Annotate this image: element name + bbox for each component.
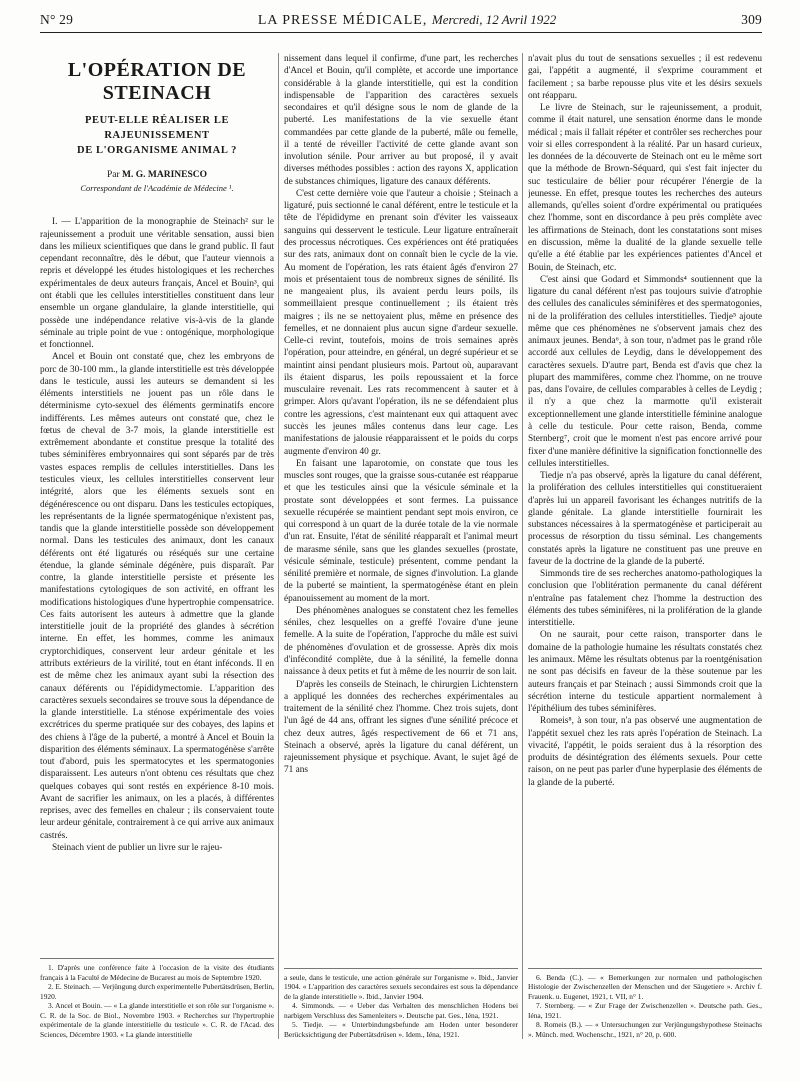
footnote: 5. Tiedje. — « Unterbindungsbefunde am Hoden unter besonderer Berücksichtigung der Pubertätsdrüsen ». Idem., Iéna, 1921. [284,1020,518,1039]
paragraph: Simmonds tire de ses recherches anatomo-pathologiques la conclusion que l'oblitération permanente du canal déférent n'entraîne pas fatalement chez l'homme la destruction des éléments des tubes séminifères, ni la prolifération de la glande interstitielle. [528,569,762,629]
author-line [40,169,274,182]
issue-date: Mercredi, 12 Avril 1922 [431,12,557,27]
column-2 [284,53,518,1039]
article-subtitle-line-2: DE L'ORGANISME ANIMAL ? [77,145,237,157]
footnotes [284,968,518,1039]
paragraph: On ne saurait, pour cette raison, transporter dans le domaine de la pathologie humaine les résultats constatés chez les animaux. Même les résultats obtenus par la roentgénisation ne sont pas décisifs en faveur de la thèse soutenue par les auteurs français et par Steinach ; aussi Simmonds croit que la sécrétion interne du testicule appartient normalement à l'épithélium des tubes séminifères. [528,630,762,715]
journal-name: LA PRESSE MÉDICALE, [257,13,428,28]
footnote: 1. D'après une conférence faite à l'occasion de la visite des étudiants français à la Faculté de Médecine de Bucarest au mois de Septembre 1920. [40,963,274,982]
paragraph: Steinach vient de publier un livre sur le rajeu- [52,842,223,853]
paragraph: Le livre de Steinach, sur le rajeunissement, a produit, comme il était naturel, une sensation énorme dans le monde médical ; mais il fallait répéter et contrôler ses recherches pour voir si elles correspondent à la réalité. Par un hasard curieux, les données de la découverte de Steinach ont eu le même sort que la méthode de Brown-Séquard, qui s'est fait injecter du suc testiculaire de bélier pour récupérer l'énergie de la jeunesse. En effet, presque toutes les recherches des auteurs allemands, qu'elles soient d'ordre expérimental ou pratiquées chez l'homme, sont en discordance à peu près complète avec les affirmations de Steinach, dont les constatations sont mises en discussion, même la dualité de la glande sexuelle telle qu'elle a été établie par les expériences patientes d'Ancel et Bouin, de Steinach, etc. [528,103,762,273]
journal-masthead [258,12,556,29]
page-number: 309 [741,12,762,27]
paragraph: Ancel et Bouin ont constaté que, chez les embryons de porc de 30-100 mm., la glande interstitielle est très développée dans le testicule, aussi les auteurs se demandent si les éléments interstitiels ne jouent pas un rôle dans le déterminisme cyto-sexuel des éléments germinatifs encore indifférents. Les mêmes auteurs ont constaté que, chez le fœtus de cheval de 3-7 mois, la glande interstitielle est extrêmement abondante et constitue presque la totalité des tubes séminifères embryonnaires qui sont séparés par de très vastes espaces remplis de cellules interstitielles. Dans les testicules vieux, les cellules interstitielles conservent leur intégrité, alors que les éléments sexuels sont en dégénérescence ou ont disparu. Dans les testicules ectopiques, les représentants de la lignée spermatogénique n'existent pas, tandis que la glande interstitielle possède son développement normal. Dans les testicules des animaux, dont les canaux déférents ont été ligaturés ou réséqués sur une certaine étendue, la glande séminale dégénère, puis disparaît. Par contre, la glande interstitielle persiste et présente les manifestations cytologiques de son activité, en offrant les modifications histologiques d'une hypertrophie compensatrice. Ces faits autorisent les auteurs à admettre que la glande interstitielle jouit de la propriété des glandes à sécrétion interne. En effet, les hommes, comme les animaux cryptorchidiques, conservent leur ardeur génitale et les attributs extérieurs de la virilité, tout en étant inféconds. Il en est de même chez les animaux ayant subi la résection des canaux déférents ou l'épididymectomie. L'apparition des caractères sexuels secondaires se trouve sous la dépendance de la glande interstitielle. La sténose expérimentale des voies excrétrices du sperme pratiquée sur des cobayes, des lapins et des chiens à l'âge de la puberté, a montré à Ancel et Bouin la disparition des éléments séminaux. La spermatogénèse s'arrête tout d'abord, puis les spermatocytes et les spermatogonies disparaissent. Les auteurs n'ont obtenu ces résultats que chez quelques cobayes qui sont restés en expérience 8-10 mois. Avant de sacrifier les animaux, on les a placés, à différentes reprises, avec des femelles en chaleur ; ils conservaient toute leur ardeur génitale, contrairement à ce qui arrive aux animaux castrés. [40,352,274,841]
article-title: L'OPÉRATION DE STEINACH [67,59,247,104]
author-prefix: Par [106,169,120,180]
footnote: 7. Sternberg. — « Zur Frage der Zwischenzellen ». Deutsche path. Ges., Iéna, 1921. [528,1001,762,1020]
footnotes [40,958,274,1039]
footnotes [528,968,762,1039]
paragraph: Romeis⁸, à son tour, n'a pas observé une augmentation de l'appétit sexuel chez les rats après l'opération de Steinach. La vivacité, l'appétit, le poids seraient dus à la résorption des produits de désintégration des éléments sexuels. Pour cette raison, on ne peut pas parler d'une hyperplasie des éléments de la glande de la puberté. [528,716,762,788]
footnote: 3. Ancel et Bouin. — « La glande interstitielle et son rôle sur l'organisme ». C. R. de la Soc. de Biol., Novembre 1903. « Recherches sur l'hypertrophie expérimentale de la glande interstitielle du testicule ». C. R. de l'Acad. des Sciences, Décembre 1903. « La glande interstitielle [40,1001,274,1039]
paragraph: C'est cette dernière voie que l'auteur a choisie ; Steinach a ligaturé, puis sectionné le canal déférent, entre le testicule et la tête de l'épididyme en prenant soin d'éviter les vaisseaux sanguins qui desservent le testicule. Leur ligature entraînerait des processus nécrotiques. Ces expériences ont été pratiquées sur des rats, animaux dont on connaît bien le cycle de la vie. Au moment de l'opération, les rats étaient âgés d'environ 27 mois et présentaient tous de nombreux signes de sénilité. Ils ne mangeaient plus, ils avaient perdu leurs poils, ils sommeillaient presque continuellement ; ils étaient très maigres ; ils ne se nettoyaient plus, même en présence des femelles, et ne donnaient plus aucun signe d'ardeur sexuelle. Celle-ci revint, toutefois, moins de trois semaines après l'opération, pour atteindre, en général, un degré supérieur et se maintint ainsi pendant plusieurs mois. Partout où, auparavant ils étaient disparus, les poils repoussaient et la force musculaire revenait. Les rats recommencent à sauter et à grimper. Alors qu'avant l'opération, ils ne se défendaient plus contre les agressions, c'est maintenant eux qui attaquent avec succès les jeunes mâles contenus dans leur cage. Les manifestations de jalousie réapparaissent et le poids du corps augmente d'environ 40 gr. [284,188,518,457]
running-header [40,12,762,33]
footnote: 8. Romeis (B.). — « Untersuchungen zur Verjüngungshypothese Steinachs ». Münch. med. Wochenschr., 1921, n° 20, p. 600. [528,1020,762,1039]
author-affiliation: Correspondant de l'Académie de Médecine ¹. [80,183,234,194]
paragraph: Des phénomènes analogues se constatent chez les femelles séniles, chez lesquelles on a greffé l'ovaire d'une jeune femelle. A la suite de l'opération, l'approche du mâle est suivi de phénomènes d'ovulation et de grossesse. Après dix mois d'infécondité complète, due à la sénilité, la femelle donna naissance à deux petits et fut à même de les nourrir de son lait. [284,605,518,678]
footnote: 4. Simmonds. — « Ueber das Verhalten des menschlichen Hodens bei narbigem Verschluss des Samenleiters ». Deutsche pat. Ges., Iéna, 1921. [284,1001,518,1020]
issue-number: N° 29 [40,12,74,27]
paragraph: n'avait plus du tout de sensations sexuelles ; il est redevenu gai, l'appétit a augmenté, il s'exprime couramment et facilement ; sa barbe repousse plus vite et les désirs sexuels ont réapparu. [528,54,762,101]
author-name: M. G. MARINESCO [122,169,208,180]
article-columns [40,53,762,1039]
paragraph: Tiedje n'a pas observé, après la ligature du canal déférent, la prolifération des cellules interstitielles qui constitueraient d'après lui un appareil favorisant les échanges nutritifs de la glande génitale. La glande interstitielle fournirait les substances nécessaires à la spermatogénèse et participerait au processus de résorption du tissu séminal. Les changements constatés après la ligature ne constituent pas une preuve en faveur de la doctrine de la glande de la puberté. [528,471,762,567]
article-subtitle-line-1: PEUT-ELLE RÉALISER LE RAJEUNISSEMENT [84,115,230,142]
paragraph: I. — L'apparition de la monographie de Steinach² sur le rajeunissement a produit une véritable sensation, aussi bien dans les milieux scientifiques que dans le grand public. Il faut cependant reconnaître, dès le début, que l'auteur viennois a repris et développé les études histologiques et les recherches expérimentales de deux auteurs français, Ancel et Bouin³, qui ont établi que les cellules interstitielles constituent dans leur ensemble un organe glandulaire, la glande interstitielle, qui possède une indépendance relative vis-à-vis de la glande séminale au triple point de vue : ontogénique, morphologique et fonctionnel. [40,217,274,351]
paragraph: D'après les conseils de Steinach, le chirurgien Lichtenstern a appliqué les données des recherches expérimentales au traitement de la sénilité chez l'homme. Chez trois sujets, dont l'un âgé de 44 ans, offrant les signes d'une sénilité précoce et chez deux autres, âgés respectivement de 66 et 71 ans, Steinach a observé, après la ligature du canal déférent, un rajeunissement physique et psychique. Avant, le sujet âgé de 71 ans [284,679,518,776]
footnote: a seule, dans le testicule, une action générale sur l'organisme ». Ibid., Janvier 1904. « L'apparition des caractères sexuels secondaires est sous la dépendance de la glande interstitielle ». Ibid., Janvier 1904. [284,972,518,1001]
column-1 [40,53,274,1039]
column-3 [528,53,762,1039]
paragraph: nissement dans lequel il confirme, d'une part, les recherches d'Ancel et Bouin, qu'il complète, et accorde une importance considérable à la glande interstitielle, qui est la condition indispensable de l'apparition des caractères sexuels secondaires et qu'il désigne sous le nom de glande de la puberté. Les manifestations de la vie sexuelle étant commandées par cette glande de la puberté, mâle ou femelle, il a tenté de réveiller l'activité de cette glande avant son involution sénile. Pour arriver au but proposé, il y avait diverses méthodes possibles : action des rayons X, application de substances chimiques, ligature des canaux déférents. [284,54,518,187]
footnote: 2. E. Steinach. — Verjüngung durch experimentelle Pubertätsdrüsen, Berlin, 1920. [40,982,274,1001]
paragraph: C'est ainsi que Godard et Simmonds⁴ soutiennent que la ligature du canal déférent n'est pas toujours suivie d'atrophie des cellules des canalicules séminifères et des spermatogonies, ni de la prolifération des cellules interstitielles. Tiedje⁵ ajoute même que ces phénomènes ne s'observent jamais chez des animaux jeunes. Benda⁶, à son tour, n'admet pas le grand rôle accordé aux cellules de Leydig, dans le développement des caractères sexuels. D'autre part, Benda est d'avis que chez la plupart des mammifères, comme chez l'homme, on ne trouve pas, dans l'ovaire, de cellules comparables à celles de Leydig ; il n'y a que chez la marmotte qu'il existerait exceptionnellement une glande interstitielle féminine analogue à celle du testicule. Pour cette raison, Benda, comme Sternberg⁷, croit que le moment n'est pas encore arrivé pour fixer d'une manière définitive la signification fonctionnelle des cellules interstitielles. [528,274,762,469]
paragraph: En faisant une laparotomie, on constate que tous les muscles sont rouges, que la graisse sous-cutanée est réapparue et que les testicules ainsi que la vésicule séminale et la prostate sont développées et sont fermes. La puissance sexuelle récupérée se maintient pendant sept mois environ, ce qui correspond à un quart de la durée totale de la vie normale d'un rat. Ensuite, l'état de sénilité réapparaît et l'animal meurt de marasme sénile, sans que les glandes sexuelles (prostate, vésicule séminale, testicule) présentent, comme pendant la sénilité première et normale, de signes d'involution. La glande de la puberté se maintient, la spermatogénèse étant en plein épanouissement au moment de la mort. [284,458,518,604]
footnote: 6. Benda (C.). — « Bemerkungen zur normalen und pathologischen Histologie der Zwischenzellen der Menschen und der Säugetiere ». Archiv f. Frauenk. u. Eugenet, 1921, t. VII, n° 1. [528,972,762,1001]
